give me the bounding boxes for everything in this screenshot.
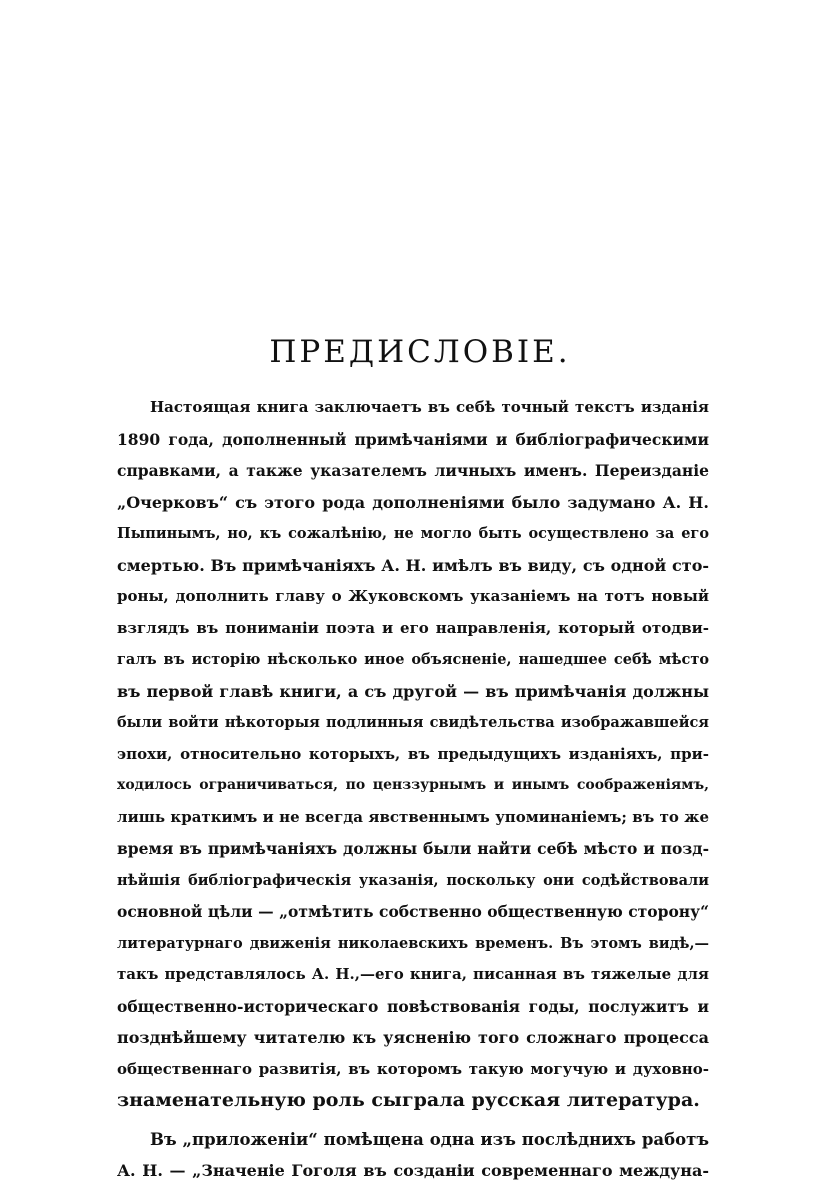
text-line: роны, дополнить главу о Жуковскомъ указаніемъ на тотъ новый (117, 587, 709, 605)
text-line: взглядъ въ пониманіи поэта и его направленія, который отодви- (117, 618, 709, 637)
text-line: были войти нѣкоторыя подлинныя свидѣтельства изображавшейся (117, 714, 709, 731)
text-line: ходилось ограничиваться, по ценззурнымъ и инымъ соображеніямъ, (117, 777, 709, 793)
text-line: эпохи, относительно которыхъ, въ предыдущихъ изданіяхъ, при- (117, 744, 709, 763)
text-line: нѣйшія библіографическія указанія, поскольку они содѣйствовали (117, 871, 709, 889)
text-line: лишь краткимъ и не всегда явственнымъ упоминаніемъ; въ то же (117, 807, 709, 826)
text-line: время въ примѣчаніяхъ должны были найти себѣ мѣсто и позд- (117, 839, 709, 858)
text-line: А. Н. — „Значеніе Гоголя въ созданіи современнаго междуна- (117, 1161, 709, 1180)
paragraph-2 (117, 1124, 709, 1187)
text-line: галъ въ исторію нѣсколько иное объясненіе, нашедшее себѣ мѣсто (117, 651, 709, 668)
text-line: въ первой главѣ книги, а съ другой — въ примѣчанія должны (117, 681, 709, 701)
text-line: 1890 года, дополненный примѣчаніями и библіографическими (117, 429, 709, 449)
text-line: основной цѣли — „отмѣтить собственно общественную сторону“ (117, 902, 709, 921)
text-line: „Очерковъ“ съ этого рода дополненіями было задумано А. Н. (117, 492, 709, 512)
text-line: общественно-историческаго повѣствованія годы, послужитъ и (117, 996, 709, 1016)
paragraph-1 (117, 392, 709, 1117)
text-line: общественнаго развитія, въ которомъ такую могучую и духовно- (117, 1059, 709, 1078)
text-line: Пыпинымъ, но, къ сожалѣнію, не могло быть осуществлено за его (117, 525, 709, 542)
text-line: Настоящая книга заключаетъ въ себѣ точный текстъ изданія (150, 398, 709, 416)
text-line: такъ представлялось А. Н.,—его книга, писанная въ тяжелые для (117, 965, 709, 983)
page-title: ПРЕДИСЛОВІЕ. (269, 334, 571, 370)
text-line: знаменательную роль сыграла русская литература. (117, 1089, 700, 1111)
text-line: смертью. Въ примѣчаніяхъ А. Н. имѣлъ въ виду, съ одной сто- (117, 555, 709, 575)
text-line: литературнаго движенія николаевскихъ временъ. Въ этомъ видѣ,— (117, 934, 709, 952)
text-line: Въ „приложеніи“ помѣщена одна изъ послѣднихъ работъ (150, 1129, 709, 1149)
preface-text (117, 392, 709, 1187)
text-line: позднѣйшему читателю къ уясненію того сложнаго процесса (117, 1028, 709, 1047)
paragraph-gap (117, 1117, 709, 1124)
text-line: справками, а также указателемъ личныхъ именъ. Переизданіе (117, 461, 709, 480)
